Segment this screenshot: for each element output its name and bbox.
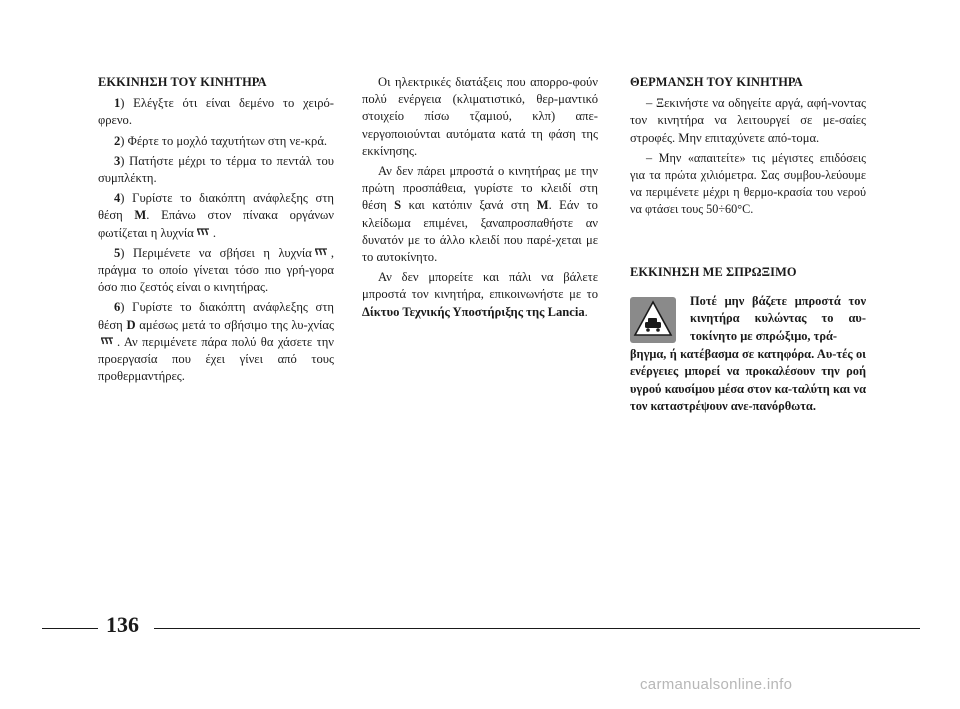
warning-block	[630, 293, 866, 416]
warning-rest: βηγμα, ή κατέβασμα σε κατηφόρα. Αυ-τές οι ενέργειες μπορεί να προκαλέσουν την ροή υγρού καυσίμου μέσα στον κα-ταλύτη και να τον καταστρέψουν ανε-πανόρθωτα.	[630, 346, 866, 414]
section-spacer	[630, 222, 866, 264]
warning-triangle-icon	[630, 297, 676, 343]
page-rule-left	[42, 628, 98, 629]
step-1: 1) Ελέγξτε ότι είναι δεμένο το χειρό-φρενο.	[98, 96, 334, 128]
warmup-paragraph-1: – Ξεκινήστε να οδηγείτε αργά, αφή-νοντας τον κινητήρα να λειτουργεί σε με-σαίες στροφές. Μην επιταχύνετε από-τομα.	[630, 96, 866, 145]
warmup-paragraph-2: – Μην «απαιτείτε» τις μέγιστες επιδόσεις για τα πρώτα χιλιόμετρα. Σας συμβου-λεύουμε να περιμένετε μέχρι η θερμο-κρασία του νερού να φτάσει τους 50÷60°C.	[630, 150, 866, 217]
page-number: 136	[106, 612, 139, 637]
glow-plug-icon	[100, 336, 115, 347]
column-left	[98, 74, 334, 388]
step-2: 2) Φέρτε το μοχλό ταχυτήτων στη νε-κρά.	[114, 133, 328, 148]
step-6: 6) Γυρίστε το διακόπτη ανάφλεξης στη θέση D αμέσως μετά το σβήσιμο της λυ-χνίας. Αν περιμένετε πάρα πολύ θα χάσετε την προεργασία που έχει γίνει από τους προθερμαντήρες.	[98, 300, 334, 384]
electrical-devices-paragraph: Οι ηλεκτρικές διατάξεις που απορρο-φούν πολύ ενέργεια (κλιματιστικό, θερ-μαντικό στοιχείο πίσω τζαμιού, κλπ) απε-νεργοποιούνται αυτόματα κατά τη φάση της εκκίνησης.	[362, 75, 598, 158]
step-4: 4) Γυρίστε το διακόπτη ανάφλεξης στη θέση M. Επάνω στον πίνακα οργάνων φωτίζεται η λυχνία .	[98, 191, 334, 240]
retry-start-paragraph: Αν δεν πάρει μπροστά ο κινητήρας με την πρώτη προσπάθεια, γυρίστε το κλειδί στη θέση S και κατόπιν ξανά στη M. Εάν το κλείδωμα επιμένει, ξαναπροσπαθήστε αν δυνατόν με το άλλο κλειδί που παρέ-χεται με το αυτοκίνητο.	[362, 164, 598, 265]
step-3: 3) Πατήστε μέχρι το τέρμα το πεντάλ του συμπλέκτη.	[98, 153, 334, 186]
heading-engine-start: ΕΚΚΙΝΗΣΗ ΤΟΥ ΚΙΝΗΤΗΡΑ	[98, 75, 267, 89]
column-right	[630, 74, 866, 416]
heading-push-start: ΕΚΚΙΝΗΣΗ ΜΕ ΣΠΡΩΞΙΜΟ	[630, 264, 797, 279]
column-middle	[362, 74, 598, 324]
contact-service-paragraph: Αν δεν μπορείτε και πάλι να βάλετε μπροστά τον κινητήρα, επικοινωνήστε με το Δίκτυο Τεχνικής Υποστήριξης της Lancia.	[362, 270, 598, 319]
watermark: carmanualsonline.info	[640, 676, 793, 693]
glow-plug-icon	[314, 247, 329, 258]
warning-lead: Ποτέ μην βάζετε μπροστά τον κινητήρα κυλώντας το αυ-τοκίνητο με σπρώξιμο, τρά-	[690, 293, 866, 344]
heading-engine-warmup: ΘΕΡΜΑΝΣΗ ΤΟΥ ΚΙΝΗΤΗΡΑ	[630, 75, 803, 89]
glow-plug-icon	[196, 227, 211, 238]
step-5: 5) Περιμένετε να σβήσει η λυχνία , πράγμα το οποίο γίνεται τόσο πιο γρή-γορα όσο πιο ζεστός είναι ο κινητήρας.	[98, 245, 334, 295]
page-rule-right	[154, 628, 920, 629]
